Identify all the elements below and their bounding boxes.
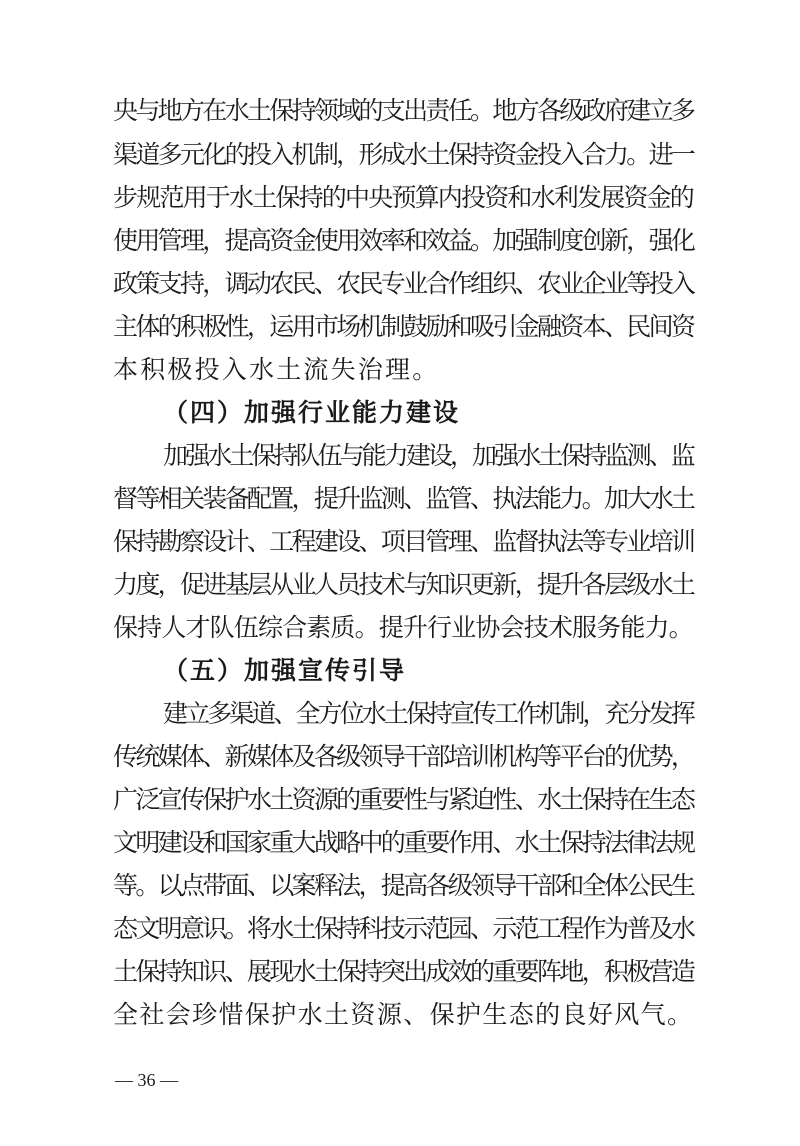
section-heading-5: （五）加强宣传引导: [163, 656, 407, 685]
paragraph-3-line-1: 建立多渠道、全方位水土保持宣传工作机制，充分发挥: [163, 699, 693, 728]
paragraph-3-line-3: 广泛宣传保护水土资源的重要性与紧迫性、水土保持在生态: [113, 785, 694, 814]
paragraph-1-line-7: 本积极投入水土流失治理。: [113, 355, 440, 384]
paragraph-1-line-3: 步规范用于水土保持的中央预算内投资和水利发展资金的: [113, 183, 694, 212]
paragraph-3-line-4: 文明建设和国家重大战略中的重要作用、水土保持法律法规: [113, 828, 694, 857]
paragraph-2-line-4: 力度，促进基层从业人员技术与知识更新，提升各层级水土: [113, 570, 694, 599]
paragraph-1-line-5: 政策支持，调动农民、农民专业合作组织、农业企业等投入: [113, 269, 694, 298]
paragraph-3-line-2: 传统媒体、新媒体及各级领导干部培训机构等平台的优势，: [113, 742, 694, 771]
paragraph-1-line-2: 渠道多元化的投入机制，形成水土保持资金投入合力。进一: [113, 140, 694, 169]
paragraph-3-line-7: 土保持知识、展现水土保持突出成效的重要阵地，积极营造: [113, 957, 694, 986]
paragraph-1-line-1: 央与地方在水土保持领域的支出责任。地方各级政府建立多: [113, 96, 694, 125]
paragraph-3-line-5: 等。以点带面、以案释法，提高各级领导干部和全体公民生: [113, 871, 694, 900]
paragraph-2-line-1: 加强水土保持队伍与能力建设，加强水土保持监测、监: [163, 441, 693, 470]
paragraph-1-line-4: 使用管理，提高资金使用效率和效益。加强制度创新，强化: [113, 226, 694, 255]
paragraph-3-line-8: 全社会珍惜保护水土资源、保护生态的良好风气。: [113, 1000, 694, 1029]
paragraph-3-line-6: 态文明意识。将水土保持科技示范园、示范工程作为普及水: [113, 914, 694, 943]
section-heading-4: （四）加强行业能力建设: [163, 398, 461, 427]
paragraph-1-line-6: 主体的积极性，运用市场机制鼓励和吸引金融资本、民间资: [113, 312, 694, 341]
paragraph-2-line-3: 保持勘察设计、工程建设、项目管理、监督执法等专业培训: [113, 527, 694, 556]
paragraph-2-line-5: 保持人才队伍综合素质。提升行业协会技术服务能力。: [113, 613, 693, 642]
page-number: — 36 —: [115, 1070, 178, 1090]
paragraph-2-line-2: 督等相关装备配置，提升监测、监管、执法能力。加大水土: [113, 484, 694, 513]
